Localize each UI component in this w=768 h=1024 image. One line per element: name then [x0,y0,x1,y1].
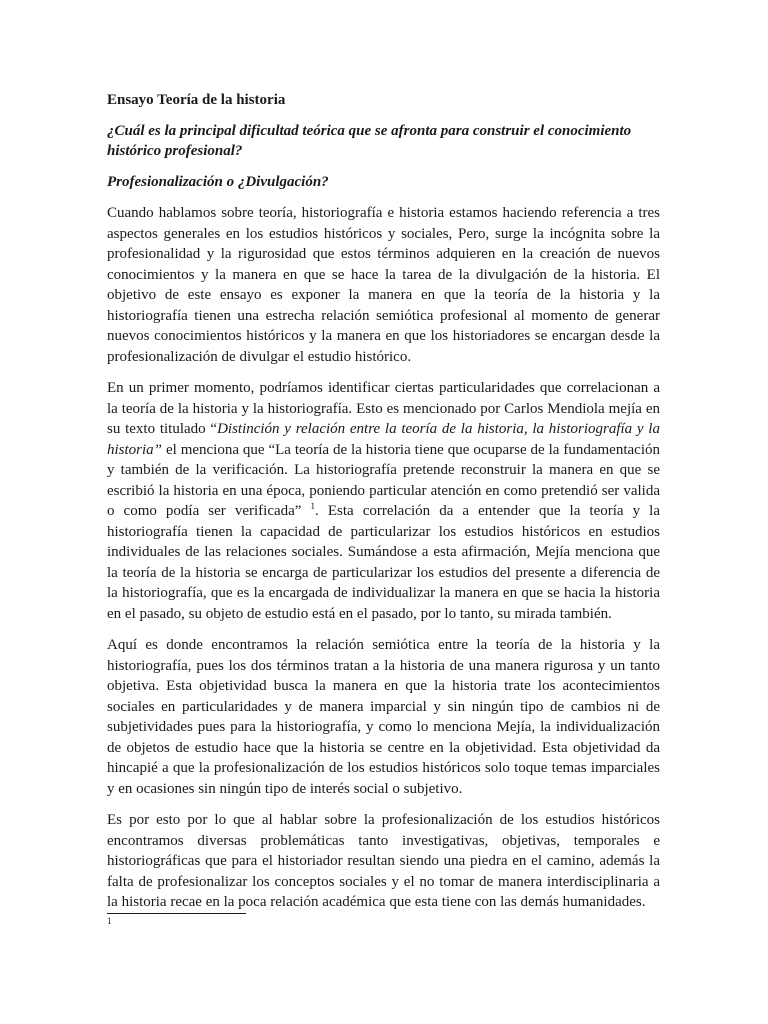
cited-work-title: Distinción y relación entre la teoría de la historia, la historiografía y la historia” [107,421,660,458]
paragraph-1: Cuando hablamos sobre teoría, historiografía e historia estamos haciendo referencia a tres aspectos generales en los estudios históricos y sociales, Pero, surge la incógnita sobre la profesionalidad y la rigurosidad que estos términos adquieren en la creación de nuevos conocimientos y la manera en que se hace la tarea de la divulgación de la historia. El objetivo de este ensayo es exponer la manera en que la teoría de la historia y la historiografía tienen una estrecha relación semiótica profesional al momento de generar nuevos conocimientos históricos y la manera en que los historiadores se encargan desde la profesionalización de divulgar el estudio histórico. [107,205,660,365]
footnote-number: 1 [107,916,112,926]
essay-subtitle: Profesionalización o ¿Divulgación? [107,174,329,190]
paragraph-2-text-b: el menciona que “La teoría de la historia tiene que ocuparse de la fundamentación y también de la verificación. La historiografía pretende reconstruir la manera en que se escribió la historia en una época, poniendo particular atención en como pretendió ser valida o como podía ser verificada” [107,441,660,519]
paragraph-2-text-a: En un primer momento, podríamos identificar ciertas particularidades que correlacionan a la teoría de la historia y la historiografía. Esto es mencionado por Carlos Mendiola mejía en su texto titulado “ [107,380,660,437]
footnote-reference[interactable]: 1 [310,501,316,511]
paragraph-2-text-c: . Esta correlación da a entender que la teoría y la historiografía tienen la capacidad de particularizar los estudios históricos en estudios individuales de las relaciones sociales. Sumándose a esta afirmación, Mejía menciona que la teoría de la historia se encarga de particularizar los estudios del presente a diferencia de la historiografía, que es la encargada de individualizar la manera en que se hacia la historia en el pasado, su objeto de estudio está en el pasado, por lo tanto, su mirada también. [107,503,660,622]
document-title: Ensayo Teoría de la historia [107,92,286,108]
paragraph-3: Aquí es donde encontramos la relación semiótica entre la teoría de la historia y la historiografía, pues los dos términos tratan a la historia de una manera rigurosa y un tanto objetiva. Esta objetividad busca la manera en que la historia trate los acontecimientos sociales en particularidades y de manera imparcial y sin ningún tipo de cambios ni de subjetividades pues para la historiografía, y como lo menciona Mejía, la individualización de objetos de estudio hace que la historia se centre en la objetividad. Esta objetividad da hincapié a que la profesionalización de los estudios históricos solo toque temas imparciales y en ocasiones sin ningún tipo de interés social o subjetivo. [107,637,660,797]
paragraph-4: Es por esto por lo que al hablar sobre la profesionalización de los estudios históricos encontramos diversas problemáticas tanto investigativas, objetivas, temporales e historiográficas que para el historiador resultan siendo una piedra en el camino, además la falta de profesionalizar los conceptos sociales y el no tomar de manera interdisciplinaria a la historia recae en la poca relación académica que esta tiene con las demás humanidades. [107,812,660,910]
essay-question: ¿Cuál es la principal dificultad teórica que se afronta para construir el conocimiento histórico profesional? [107,123,632,159]
document-body [107,90,660,924]
paragraph-2 [107,378,660,624]
footnote-separator [107,913,246,914]
